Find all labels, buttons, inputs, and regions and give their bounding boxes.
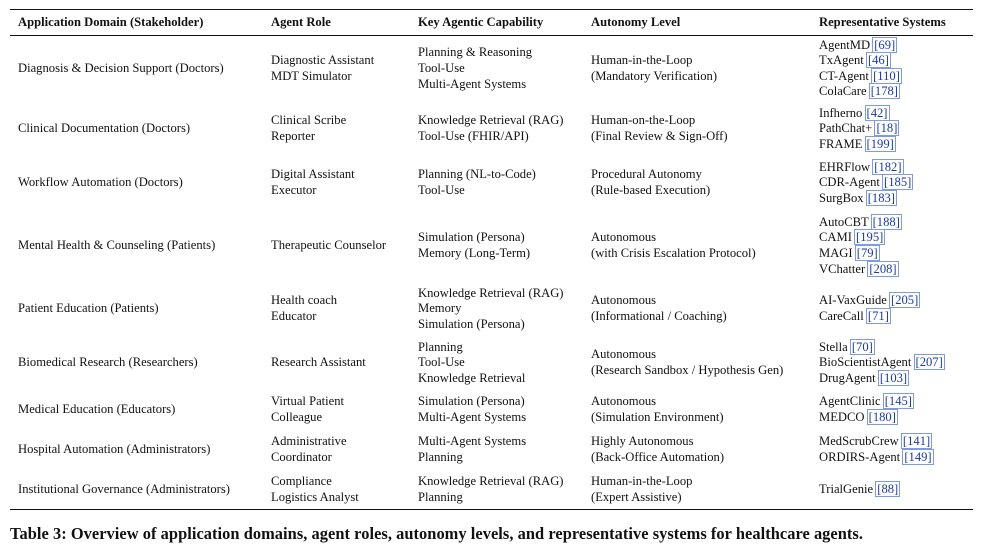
cell-key-capability-line: Multi-Agent Systems — [418, 434, 527, 449]
header-row — [10, 10, 973, 36]
cell-agent-role — [263, 102, 410, 156]
system-entry — [819, 262, 965, 278]
system-name: VChatter — [819, 261, 866, 276]
table-row — [10, 470, 973, 510]
cell-agent-role-line: Health coach — [271, 293, 338, 308]
cell-key-capability — [410, 390, 583, 430]
cell-autonomy-level-line: (Simulation Environment) — [591, 409, 724, 424]
citation-link[interactable]: [70] — [851, 339, 873, 354]
system-name: AutoCBT — [819, 214, 869, 229]
system-name: CAMI — [819, 230, 852, 245]
system-name: ORDIRS-Agent — [819, 449, 901, 464]
system-entry — [819, 293, 965, 309]
cell-key-capability-line: Memory — [418, 301, 462, 316]
cell-autonomy-level-line: Autonomous — [591, 230, 657, 245]
system-entry — [819, 340, 965, 356]
cell-application-domain: Diagnosis & Decision Support (Doctors) — [18, 60, 224, 75]
cell-key-capability — [410, 210, 583, 282]
cell-autonomy-level — [583, 35, 811, 102]
system-name: TxAgent — [819, 53, 864, 68]
cell-key-capability — [410, 336, 583, 390]
cell-autonomy-level-line: (with Crisis Escalation Protocol) — [591, 245, 756, 260]
system-name: DrugAgent — [819, 370, 876, 385]
cell-autonomy-level-line: (Back-Office Automation) — [591, 449, 725, 464]
cell-autonomy-level-line: Autonomous — [591, 394, 657, 409]
citation-link[interactable]: [141] — [902, 434, 931, 449]
cell-agent-role-line: Diagnostic Assistant — [271, 53, 375, 68]
citation-link[interactable]: [178] — [870, 84, 898, 99]
cell-key-capability-line: Planning — [418, 339, 463, 354]
cell-agent-role — [263, 336, 410, 390]
cell-autonomy-level — [583, 470, 811, 510]
system-name: MedScrubCrew — [819, 434, 899, 449]
citation-link[interactable]: [79] — [856, 245, 878, 260]
cell-agent-role — [263, 470, 410, 510]
cell-representative-systems — [811, 336, 973, 390]
cell-key-capability-line: Planning (NL-to-Code) — [418, 167, 536, 182]
cell-agent-role-line: Compliance — [271, 474, 332, 489]
cell-autonomy-level — [583, 336, 811, 390]
cell-application-domain: Mental Health & Counseling (Patients) — [18, 238, 216, 253]
cell-representative-systems — [811, 102, 973, 156]
system-entry — [819, 355, 965, 371]
cell-agent-role-line: Logistics Analyst — [271, 489, 359, 504]
system-entry — [819, 121, 965, 137]
cell-autonomy-level-line: (Research Sandbox / Hypothesis Gen) — [591, 362, 784, 377]
cell-agent-role-line: Therapeutic Counselor — [271, 238, 387, 253]
cell-representative-systems — [811, 282, 973, 336]
cell-agent-role-line: Executor — [271, 182, 317, 197]
cell-key-capability-line: Planning — [418, 449, 463, 464]
cell-autonomy-level-line: (Informational / Coaching) — [591, 308, 727, 323]
system-name: Stella — [819, 339, 848, 354]
cell-application-domain: Hospital Automation (Administrators) — [18, 442, 211, 457]
cell-agent-role-line: Virtual Patient — [271, 394, 345, 409]
cell-agent-role-line: Educator — [271, 308, 317, 323]
cell-autonomy-level-line: Procedural Autonomy — [591, 167, 702, 182]
cell-agent-role-line: Coordinator — [271, 449, 332, 464]
cell-agent-role — [263, 390, 410, 430]
system-name: TrialGenie — [819, 481, 874, 496]
cell-autonomy-level-line: Human-in-the-Loop — [591, 53, 693, 68]
system-name: BioScientistAgent — [819, 355, 912, 370]
system-entry — [819, 38, 965, 54]
system-entry — [819, 160, 965, 176]
system-name: SurgBox — [819, 190, 864, 205]
citation-link[interactable]: [103] — [879, 370, 908, 385]
table-container — [10, 9, 973, 510]
system-entry — [819, 246, 965, 262]
cell-application-domain: Institutional Governance (Administrators) — [18, 481, 230, 496]
cell-representative-systems — [811, 35, 973, 102]
cell-autonomy-level-line: Human-on-the-Loop — [591, 113, 696, 128]
cell-agent-role — [263, 210, 410, 282]
cell-agent-role-line: Research Assistant — [271, 355, 366, 370]
table-row — [10, 35, 973, 102]
system-entry — [819, 230, 965, 246]
table-row — [10, 102, 973, 156]
cell-key-capability-line: Planning & Reasoning — [418, 45, 533, 60]
system-entry — [819, 371, 965, 387]
system-entry — [819, 482, 965, 498]
cell-key-capability-line: Tool-Use — [418, 182, 465, 197]
cell-autonomy-level-line: Human-in-the-Loop — [591, 474, 693, 489]
cell-key-capability — [410, 156, 583, 210]
system-name: FRAME — [819, 136, 863, 151]
cell-autonomy-level — [583, 102, 811, 156]
table-row — [10, 210, 973, 282]
system-name: MAGI — [819, 245, 853, 260]
cell-key-capability-line: Multi-Agent Systems — [418, 409, 527, 424]
cell-key-capability-line: Knowledge Retrieval — [418, 370, 526, 385]
citation-link[interactable]: [208] — [869, 261, 897, 276]
cell-autonomy-level-line: Autonomous — [591, 293, 657, 308]
cell-agent-role-line: Colleague — [271, 409, 323, 424]
system-entry — [819, 191, 965, 207]
cell-application-domain: Biomedical Research (Researchers) — [18, 355, 198, 370]
citation-link[interactable]: [71] — [867, 308, 889, 323]
cell-key-capability-line: Memory (Long-Term) — [418, 245, 531, 260]
cell-autonomy-level-line: (Final Review & Sign-Off) — [591, 128, 728, 143]
header-agent-role: Agent Role — [271, 15, 331, 29]
cell-key-capability-line: Simulation (Persona) — [418, 394, 525, 409]
system-entry — [819, 69, 965, 85]
cell-key-capability-line: Tool-Use — [418, 60, 465, 75]
cell-key-capability-line: Simulation (Persona) — [418, 316, 525, 331]
cell-agent-role — [263, 282, 410, 336]
cell-autonomy-level — [583, 390, 811, 430]
cell-agent-role-line: Digital Assistant — [271, 167, 355, 182]
cell-key-capability — [410, 282, 583, 336]
table-caption: Table 3: Overview of application domains, agent roles, autonomy levels, and representative systems for healthcare agents. — [10, 524, 864, 543]
cell-application-domain: Patient Education (Patients) — [18, 301, 159, 316]
system-entry — [819, 215, 965, 231]
cell-autonomy-level-line: (Rule-based Execution) — [591, 182, 711, 197]
citation-link[interactable]: [185] — [884, 175, 912, 190]
header-representative-systems: Representative Systems — [819, 15, 946, 29]
cell-application-domain: Workflow Automation (Doctors) — [18, 175, 183, 190]
system-name: CareCall — [819, 308, 864, 323]
system-name: MEDCO — [819, 409, 865, 424]
cell-key-capability-line: Knowledge Retrieval (RAG) — [418, 285, 564, 300]
cell-key-capability — [410, 102, 583, 156]
citation-link[interactable]: [18] — [876, 121, 898, 136]
cell-agent-role — [263, 430, 410, 470]
cell-autonomy-level-line: (Mandatory Verification) — [591, 68, 718, 83]
system-name: CT-Agent — [819, 68, 869, 83]
system-entry — [819, 450, 965, 466]
system-entry — [819, 53, 965, 69]
header-application-domain: Application Domain (Stakeholder) — [18, 15, 204, 29]
system-name: ColaCare — [819, 84, 867, 99]
system-entry — [819, 309, 965, 325]
citation-link[interactable]: [42] — [866, 105, 888, 120]
table-row — [10, 336, 973, 390]
system-name: AgentClinic — [819, 394, 881, 409]
citation-link[interactable]: [110] — [873, 68, 900, 83]
citation-link[interactable]: [182] — [874, 159, 902, 174]
cell-representative-systems — [811, 156, 973, 210]
table-body — [10, 35, 973, 510]
cell-autonomy-level — [583, 210, 811, 282]
system-entry — [819, 84, 965, 100]
cell-key-capability-line: Knowledge Retrieval (RAG) — [418, 113, 564, 128]
citation-link[interactable]: [149] — [904, 449, 932, 464]
cell-representative-systems — [811, 210, 973, 282]
citation-link[interactable]: [205] — [891, 293, 919, 308]
system-name: AgentMD — [819, 37, 871, 52]
citation-link[interactable]: [69] — [874, 37, 896, 52]
table-row — [10, 156, 973, 210]
system-name: EHRFlow — [819, 159, 871, 174]
header-autonomy-level: Autonomy Level — [591, 15, 681, 29]
cell-agent-role-line: Reporter — [271, 128, 316, 143]
cell-key-capability — [410, 430, 583, 470]
system-entry — [819, 410, 965, 426]
system-name: PathChat+ — [819, 121, 873, 136]
citation-link[interactable]: [195] — [856, 230, 884, 245]
cell-agent-role-line: Administrative — [271, 434, 347, 449]
cell-representative-systems — [811, 470, 973, 510]
cell-key-capability-line: Simulation (Persona) — [418, 230, 525, 245]
cell-key-capability-line: Knowledge Retrieval (RAG) — [418, 474, 564, 489]
citation-link[interactable]: [180] — [868, 409, 896, 424]
system-entry — [819, 394, 965, 410]
cell-key-capability-line: Planning — [418, 489, 463, 504]
cell-application-domain: Clinical Documentation (Doctors) — [18, 121, 191, 136]
cell-agent-role — [263, 35, 410, 102]
overview-table — [10, 9, 973, 510]
citation-link[interactable]: [88] — [877, 481, 899, 496]
cell-autonomy-level-line: (Expert Assistive) — [591, 489, 682, 504]
citation-link[interactable]: [207] — [915, 355, 943, 370]
cell-key-capability-line: Tool-Use (FHIR/API) — [418, 128, 529, 143]
table-header — [10, 10, 973, 36]
system-entry — [819, 137, 965, 153]
table-row — [10, 282, 973, 336]
system-entry — [819, 175, 965, 191]
table-row — [10, 430, 973, 470]
cell-key-capability-line: Multi-Agent Systems — [418, 76, 527, 91]
cell-key-capability-line: Tool-Use — [418, 355, 465, 370]
table-row — [10, 390, 973, 430]
citation-link[interactable]: [46] — [867, 53, 889, 68]
citation-link[interactable]: [188] — [872, 214, 900, 229]
cell-key-capability — [410, 470, 583, 510]
cell-agent-role — [263, 156, 410, 210]
cell-representative-systems — [811, 430, 973, 470]
citation-link[interactable]: [145] — [884, 394, 912, 409]
citation-link[interactable]: [199] — [866, 136, 894, 151]
cell-autonomy-level-line: Autonomous — [591, 347, 657, 362]
system-name: CDR-Agent — [819, 175, 880, 190]
cell-autonomy-level — [583, 156, 811, 210]
cell-representative-systems — [811, 390, 973, 430]
citation-link[interactable]: [183] — [867, 190, 895, 205]
cell-key-capability — [410, 35, 583, 102]
cell-autonomy-level — [583, 282, 811, 336]
cell-autonomy-level — [583, 430, 811, 470]
system-name: Infherno — [819, 105, 863, 120]
cell-agent-role-line: MDT Simulator — [271, 68, 352, 83]
system-entry — [819, 106, 965, 122]
cell-agent-role-line: Clinical Scribe — [271, 113, 347, 128]
cell-application-domain: Medical Education (Educators) — [18, 402, 176, 417]
header-key-agentic-capability: Key Agentic Capability — [418, 15, 544, 29]
cell-autonomy-level-line: Highly Autonomous — [591, 434, 694, 449]
system-entry — [819, 434, 965, 450]
system-name: AI-VaxGuide — [819, 293, 887, 308]
